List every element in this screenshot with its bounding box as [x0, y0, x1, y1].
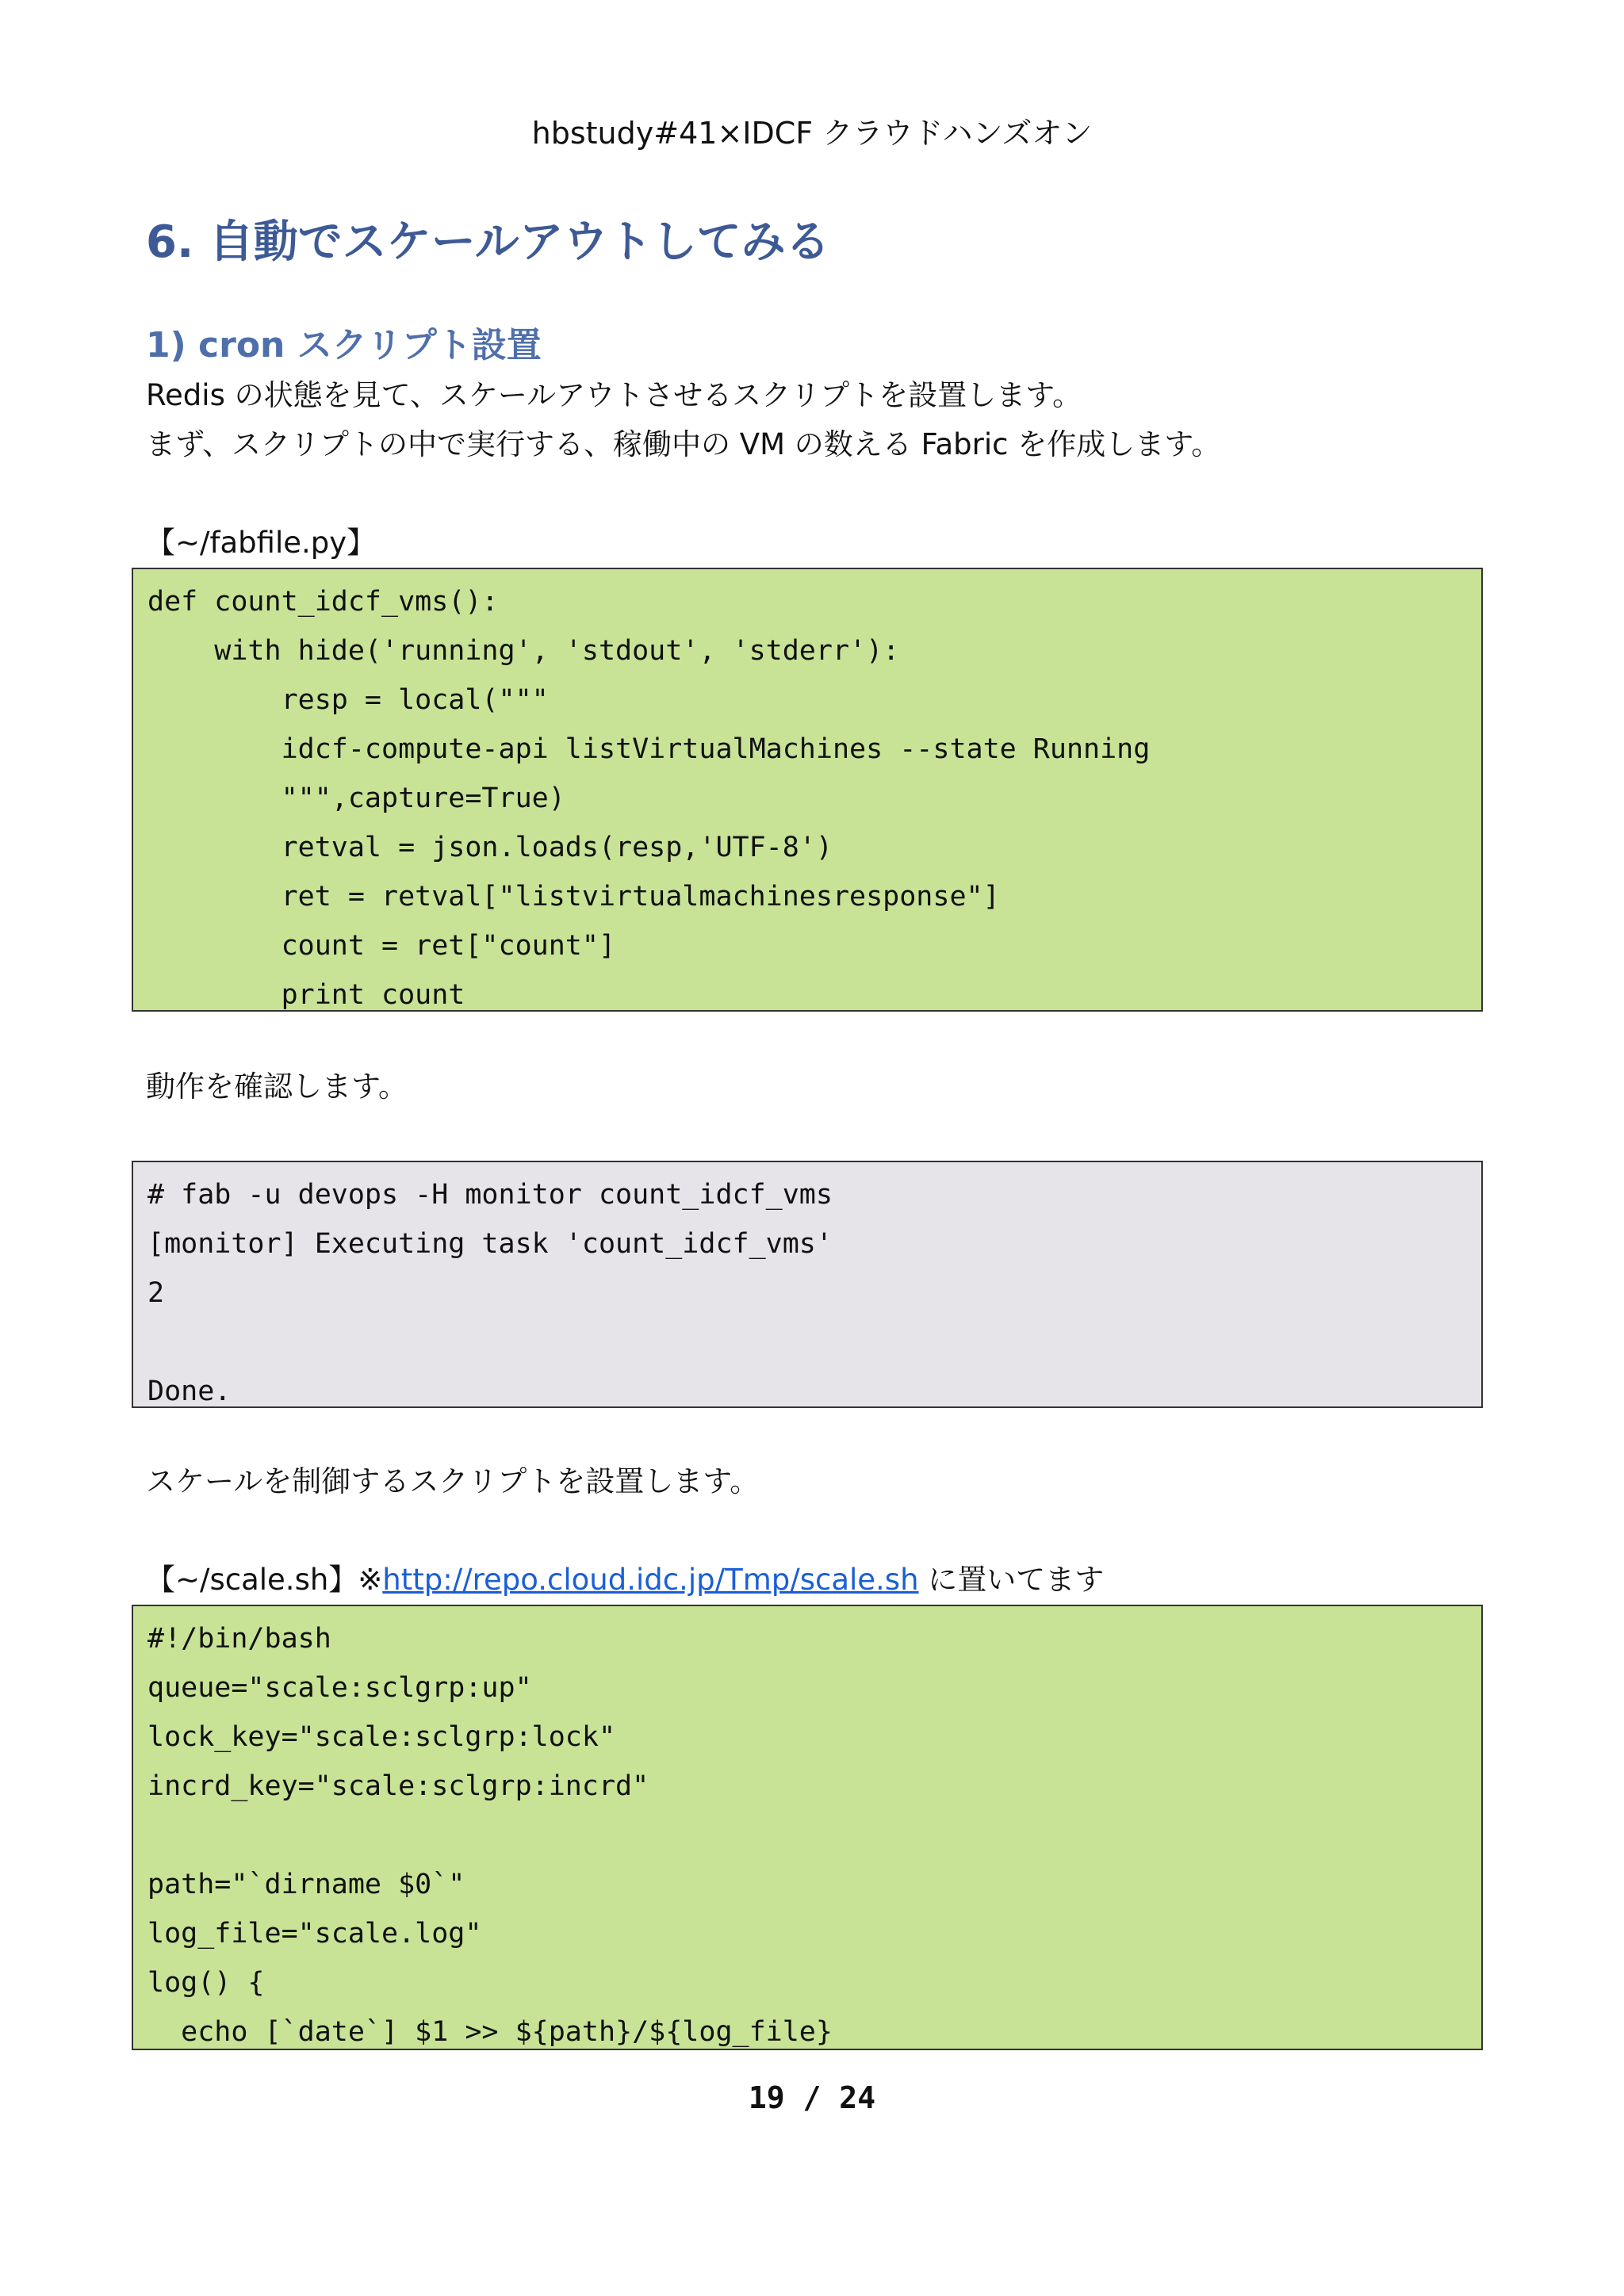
scale-script-link[interactable]: http://repo.cloud.idc.jp/Tmp/scale.sh	[382, 1563, 919, 1597]
fabfile-code-block	[132, 568, 1483, 1012]
code-line: incrd_key="scale:sclgrp:incrd"	[147, 1770, 649, 1802]
intro-line-2: まず、スクリプトの中で実行する、稼働中の VM の数える Fabric を作成します。	[146, 427, 1221, 461]
code-line: """,capture=True)	[147, 783, 565, 814]
section-heading: 6. 自動でスケールアウトしてみる	[146, 216, 830, 268]
code-line: path="`dirname $0`"	[147, 1869, 465, 1900]
code-line: print count	[147, 979, 465, 1011]
page-number: 19 / 24	[748, 2080, 876, 2115]
code-line: 2	[147, 1277, 165, 1309]
scale-script-filename: 【~/scale.sh】※	[146, 1563, 383, 1597]
scale-script-label-suffix: に置いてます	[918, 1563, 1105, 1597]
subsection-heading: 1) cron スクリプト設置	[146, 325, 542, 365]
code-line: #!/bin/bash	[147, 1623, 331, 1655]
scale-intro-text: スケールを制御するスクリプトを設置します。	[146, 1464, 760, 1498]
scale-script-code-block	[132, 1605, 1483, 2050]
verify-text: 動作を確認します。	[146, 1070, 408, 1104]
code-line: idcf-compute-api listVirtualMachines --state Running	[147, 733, 1151, 765]
code-line: [monitor] Executing task 'count_idcf_vms'	[147, 1228, 833, 1260]
code-line: resp = local("""	[147, 684, 549, 716]
document-header: hbstudy#41×IDCF クラウドハンズオン	[531, 116, 1093, 151]
code-line: def count_idcf_vms():	[147, 586, 499, 618]
code-line: log_file="scale.log"	[147, 1918, 482, 1950]
code-line: # fab -u devops -H monitor count_idcf_vms	[147, 1179, 833, 1211]
code-line: count = ret["count"]	[147, 930, 616, 962]
code-line: queue="scale:sclgrp:up"	[147, 1672, 532, 1704]
code-line: ret = retval["listvirtualmachinesresponse"]	[147, 881, 1000, 913]
code-line: with hide('running', 'stdout', 'stderr'):	[147, 635, 900, 667]
code-line	[147, 1318, 1469, 1367]
verify-output-block	[132, 1161, 1483, 1408]
code-line: echo [`date`] $1 >> ${path}/${log_file}	[147, 2016, 833, 2048]
scale-script-label	[146, 1556, 1104, 1605]
fabfile-label: 【~/fabfile.py】	[146, 526, 377, 560]
code-line: log() {	[147, 1967, 265, 1999]
intro-line-1: Redis の状態を見て、スケールアウトさせるスクリプトを設置します。	[146, 378, 1082, 412]
code-line: retval = json.loads(resp,'UTF-8')	[147, 832, 833, 863]
code-line: Done.	[147, 1376, 232, 1407]
code-line	[147, 1811, 1469, 1860]
code-line: lock_key="scale:sclgrp:lock"	[147, 1721, 616, 1753]
